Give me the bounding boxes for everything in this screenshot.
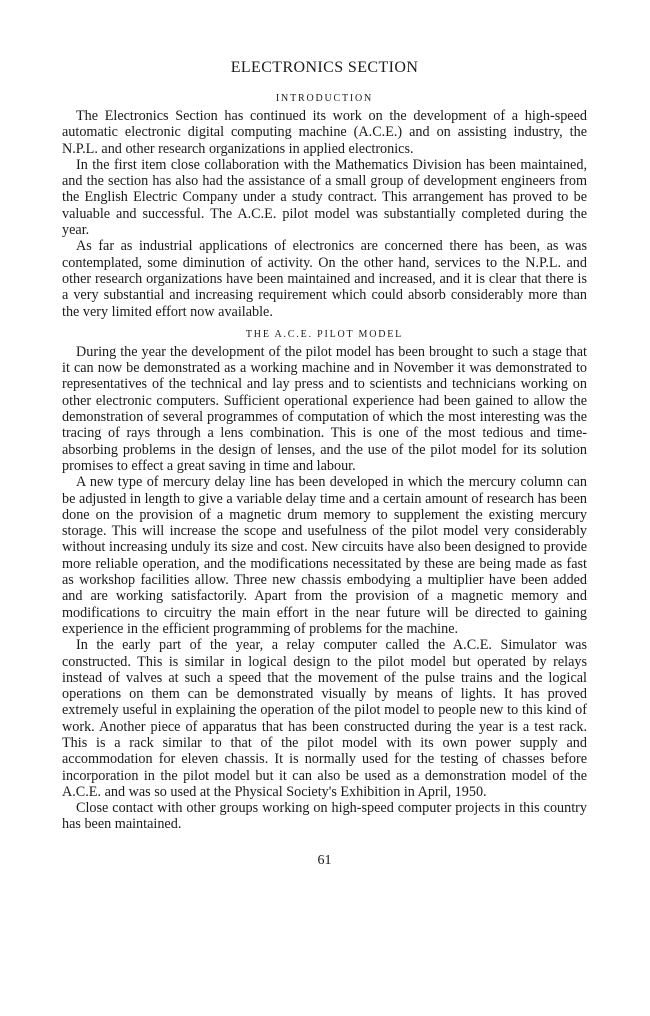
paragraph: As far as industrial applications of electronics are concerned there has been, as was contemplated, some diminution of activity. On the other hand, services to the N.P.L. and other research organizations have been maintained and increased, and it is clear that there is a very substantial and increasing requirement which could absorb considerably more than the very limited effort now available. (62, 238, 587, 320)
paragraph: Close contact with other groups working on high-speed computer projects in this country has been maintained. (62, 800, 587, 833)
introduction-body (62, 108, 587, 320)
document-page (62, 58, 587, 869)
pilot-model-body (62, 344, 587, 833)
paragraph: The Electronics Section has continued its work on the development of a high-speed automatic electronic digital computing machine (A.C.E.) and on assisting industry, the N.P.L. and other research organizations in applied electronics. (62, 108, 587, 157)
paragraph: During the year the development of the pilot model has been brought to such a stage that it can now be demonstrated as a working machine and in November it was demonstrated to representatives of the technical and lay press and to scientists and technicians working on other electronic computers. Sufficient operational experience had been gained to allow the demonstration of several programmes of computation of which the most interesting was the tracing of rays through a lens combination. This is one of the most tedious and time-absorbing problems in the design of lenses, and the use of the pilot model for its solution promises to effect a great saving in time and labour. (62, 343, 587, 474)
page-number: 61 (317, 852, 332, 868)
subheading-introduction: INTRODUCTION (275, 93, 374, 104)
paragraph: A new type of mercury delay line has been developed in which the mercury column can be adjusted in length to give a variable delay time and a certain amount of research has been done on the provision of a magnetic drum memory to supplement the existing mercury storage. This will increase the scope and usefulness of the pilot model very considerably without increasing unduly its size and cost. New circuits have also been designed to provide more reliable operation, and the modifications necessitated by these are being made as fast as workshop facilities allow. Three new chassis embodying a multiplier have been added and are working satisfactorily. Apart from the provision of a magnetic memory and modifications to circuitry the main effort in the near future will be directed to gaining experience in the efficient programming of problems for the machine. (62, 474, 587, 637)
paragraph: In the first item close collaboration with the Mathematics Division has been maintained, and the section has also had the assistance of a small group of development engineers from the English Electric Company under a study contract. This arrangement has proved to be valuable and successful. The A.C.E. pilot model was substantially completed during the year. (62, 156, 587, 239)
paragraph: In the early part of the year, a relay computer called the A.C.E. Simulator was constructed. This is similar in logical design to the pilot model but operated by relays instead of valves at such a speed that the movement of the pulse trains and the logical operations on them can be demonstrated visually by means of lights. It has proved extremely useful in explaining the operation of the pilot model to people new to this kind of work. Another piece of apparatus that has been constructed during the year is a test rack. This is a rack similar to that of the pilot model with its own power supply and accommodation for eleven chassis. It is normally used for the testing of chasses before incorporation in the pilot model but it can also be used as a demonstration model of the A.C.E. and was so used at the Physical Society's Exhibition in April, 1950. (62, 637, 587, 800)
subheading-pilot-model: THE A.C.E. PILOT MODEL (245, 328, 404, 340)
section-title: ELECTRONICS SECTION (230, 59, 419, 76)
